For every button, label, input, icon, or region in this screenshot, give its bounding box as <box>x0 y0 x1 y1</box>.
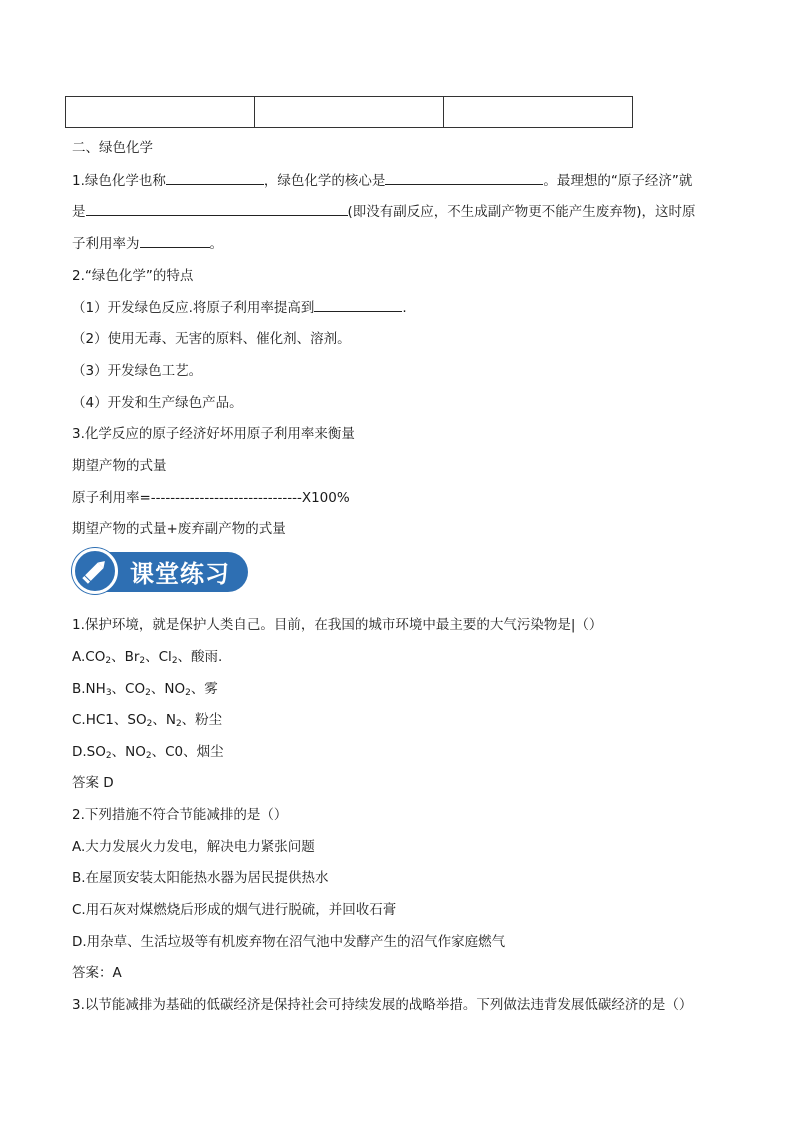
subscript: 2 <box>139 656 146 666</box>
q1-text: (即没有副反应，不生成副产物更不能产生废弃物)，这时原 <box>347 204 696 220</box>
q1-text: 。 <box>209 236 223 252</box>
p2-option-d: D.用杂草、生活垃圾等有机废弃物在沼气池中发酵产生的沼气作家庭燃气 <box>72 934 506 950</box>
table-row <box>66 97 633 128</box>
subscript: 3 <box>105 688 112 698</box>
option-text: 、Br <box>111 649 140 665</box>
fill-blank <box>385 170 543 185</box>
p1-option-b <box>72 677 218 697</box>
p1-option-a <box>72 645 222 665</box>
option-text: 、Cl <box>145 649 172 665</box>
table-cell <box>444 97 633 128</box>
q1-text: 子利用率为 <box>72 236 140 252</box>
q2-title: 2.“绿色化学”的特点 <box>72 268 194 284</box>
banner-title: 课堂练习 <box>130 559 230 588</box>
p2-stem: 2.下列措施不符合节能减排的是（） <box>72 807 288 823</box>
subscript: 2 <box>105 751 112 761</box>
q1-line1 <box>72 169 692 189</box>
option-text: B.NH <box>72 681 106 697</box>
fill-blank <box>314 297 402 312</box>
section-heading: 二、绿色化学 <box>72 140 153 156</box>
q2-item2: （2）使用无毒、无害的原料、催化剂、溶剂。 <box>72 331 351 347</box>
option-text: 、C0、烟尘 <box>151 744 224 760</box>
option-text: 、雾 <box>190 681 218 697</box>
option-text: 、粉尘 <box>181 712 223 728</box>
subscript: 2 <box>145 751 152 761</box>
q1-text: 1.绿色化学也称 <box>72 173 166 189</box>
option-text: C.HC1、SO <box>72 712 147 728</box>
p2-answer: 答案：A <box>72 965 122 981</box>
q1-text: 。最理想的“原子经济”就 <box>543 173 693 189</box>
q2-item1 <box>72 296 407 316</box>
fill-blank <box>166 170 264 185</box>
p2-option-a: A.大力发展火力发电，解决电力紧张问题 <box>72 839 315 855</box>
subscript: 2 <box>185 688 191 698</box>
subscript: 2 <box>105 656 112 666</box>
p1-option-d <box>72 740 224 760</box>
formula-numerator: 期望产物的式量 <box>72 458 167 474</box>
q1-line2 <box>72 200 696 220</box>
q2-item4: （4）开发和生产绿色产品。 <box>72 395 243 411</box>
q1-text: 是 <box>72 204 86 220</box>
section-banner <box>72 548 250 594</box>
q2-text: . <box>402 300 407 316</box>
pencil-icon <box>72 548 118 594</box>
formula-line: 原子利用率=-------------------------------X100% <box>72 490 350 506</box>
option-text: 、N <box>152 712 176 728</box>
q2-text: （1）开发绿色反应.将原子利用率提高到 <box>72 300 315 316</box>
table-cell <box>255 97 444 128</box>
formula-denominator: 期望产物的式量+废弃副产物的式量 <box>72 521 286 537</box>
q3-title: 3.化学反应的原子经济好坏用原子利用率来衡量 <box>72 426 355 442</box>
option-text: D.SO <box>72 744 106 760</box>
p1-stem: 1.保护环境，就是保护人类自己。目前，在我国的城市环境中最主要的大气污染物是|（） <box>72 617 603 633</box>
q1-line3 <box>72 232 223 252</box>
p1-option-c <box>72 708 222 728</box>
table-cell <box>66 97 255 128</box>
fill-blank <box>86 201 348 216</box>
fill-blank <box>140 233 210 248</box>
q2-item3: （3）开发绿色工艺。 <box>72 363 203 379</box>
subscript: 2 <box>145 688 151 698</box>
option-text: 、NO <box>111 744 146 760</box>
subscript: 2 <box>146 719 153 729</box>
subscript: 2 <box>171 656 178 666</box>
p3-stem: 3.以节能减排为基础的低碳经济是保持社会可持续发展的战略举措。下列做法违背发展低碳经济的是（） <box>72 997 693 1013</box>
option-text: 、酸雨. <box>177 649 223 665</box>
subscript: 2 <box>175 719 182 729</box>
p1-answer: 答案 D <box>72 775 114 791</box>
p2-option-b: B.在屋顶安装太阳能热水器为居民提供热水 <box>72 870 329 886</box>
p2-option-c: C.用石灰对煤燃烧后形成的烟气进行脱硫，并回收石膏 <box>72 902 397 918</box>
option-text: A.CO <box>72 649 106 665</box>
option-text: 、NO <box>150 681 186 697</box>
top-table <box>65 96 633 128</box>
q1-text: ，绿色化学的核心是 <box>263 173 386 189</box>
option-text: 、CO <box>111 681 146 697</box>
